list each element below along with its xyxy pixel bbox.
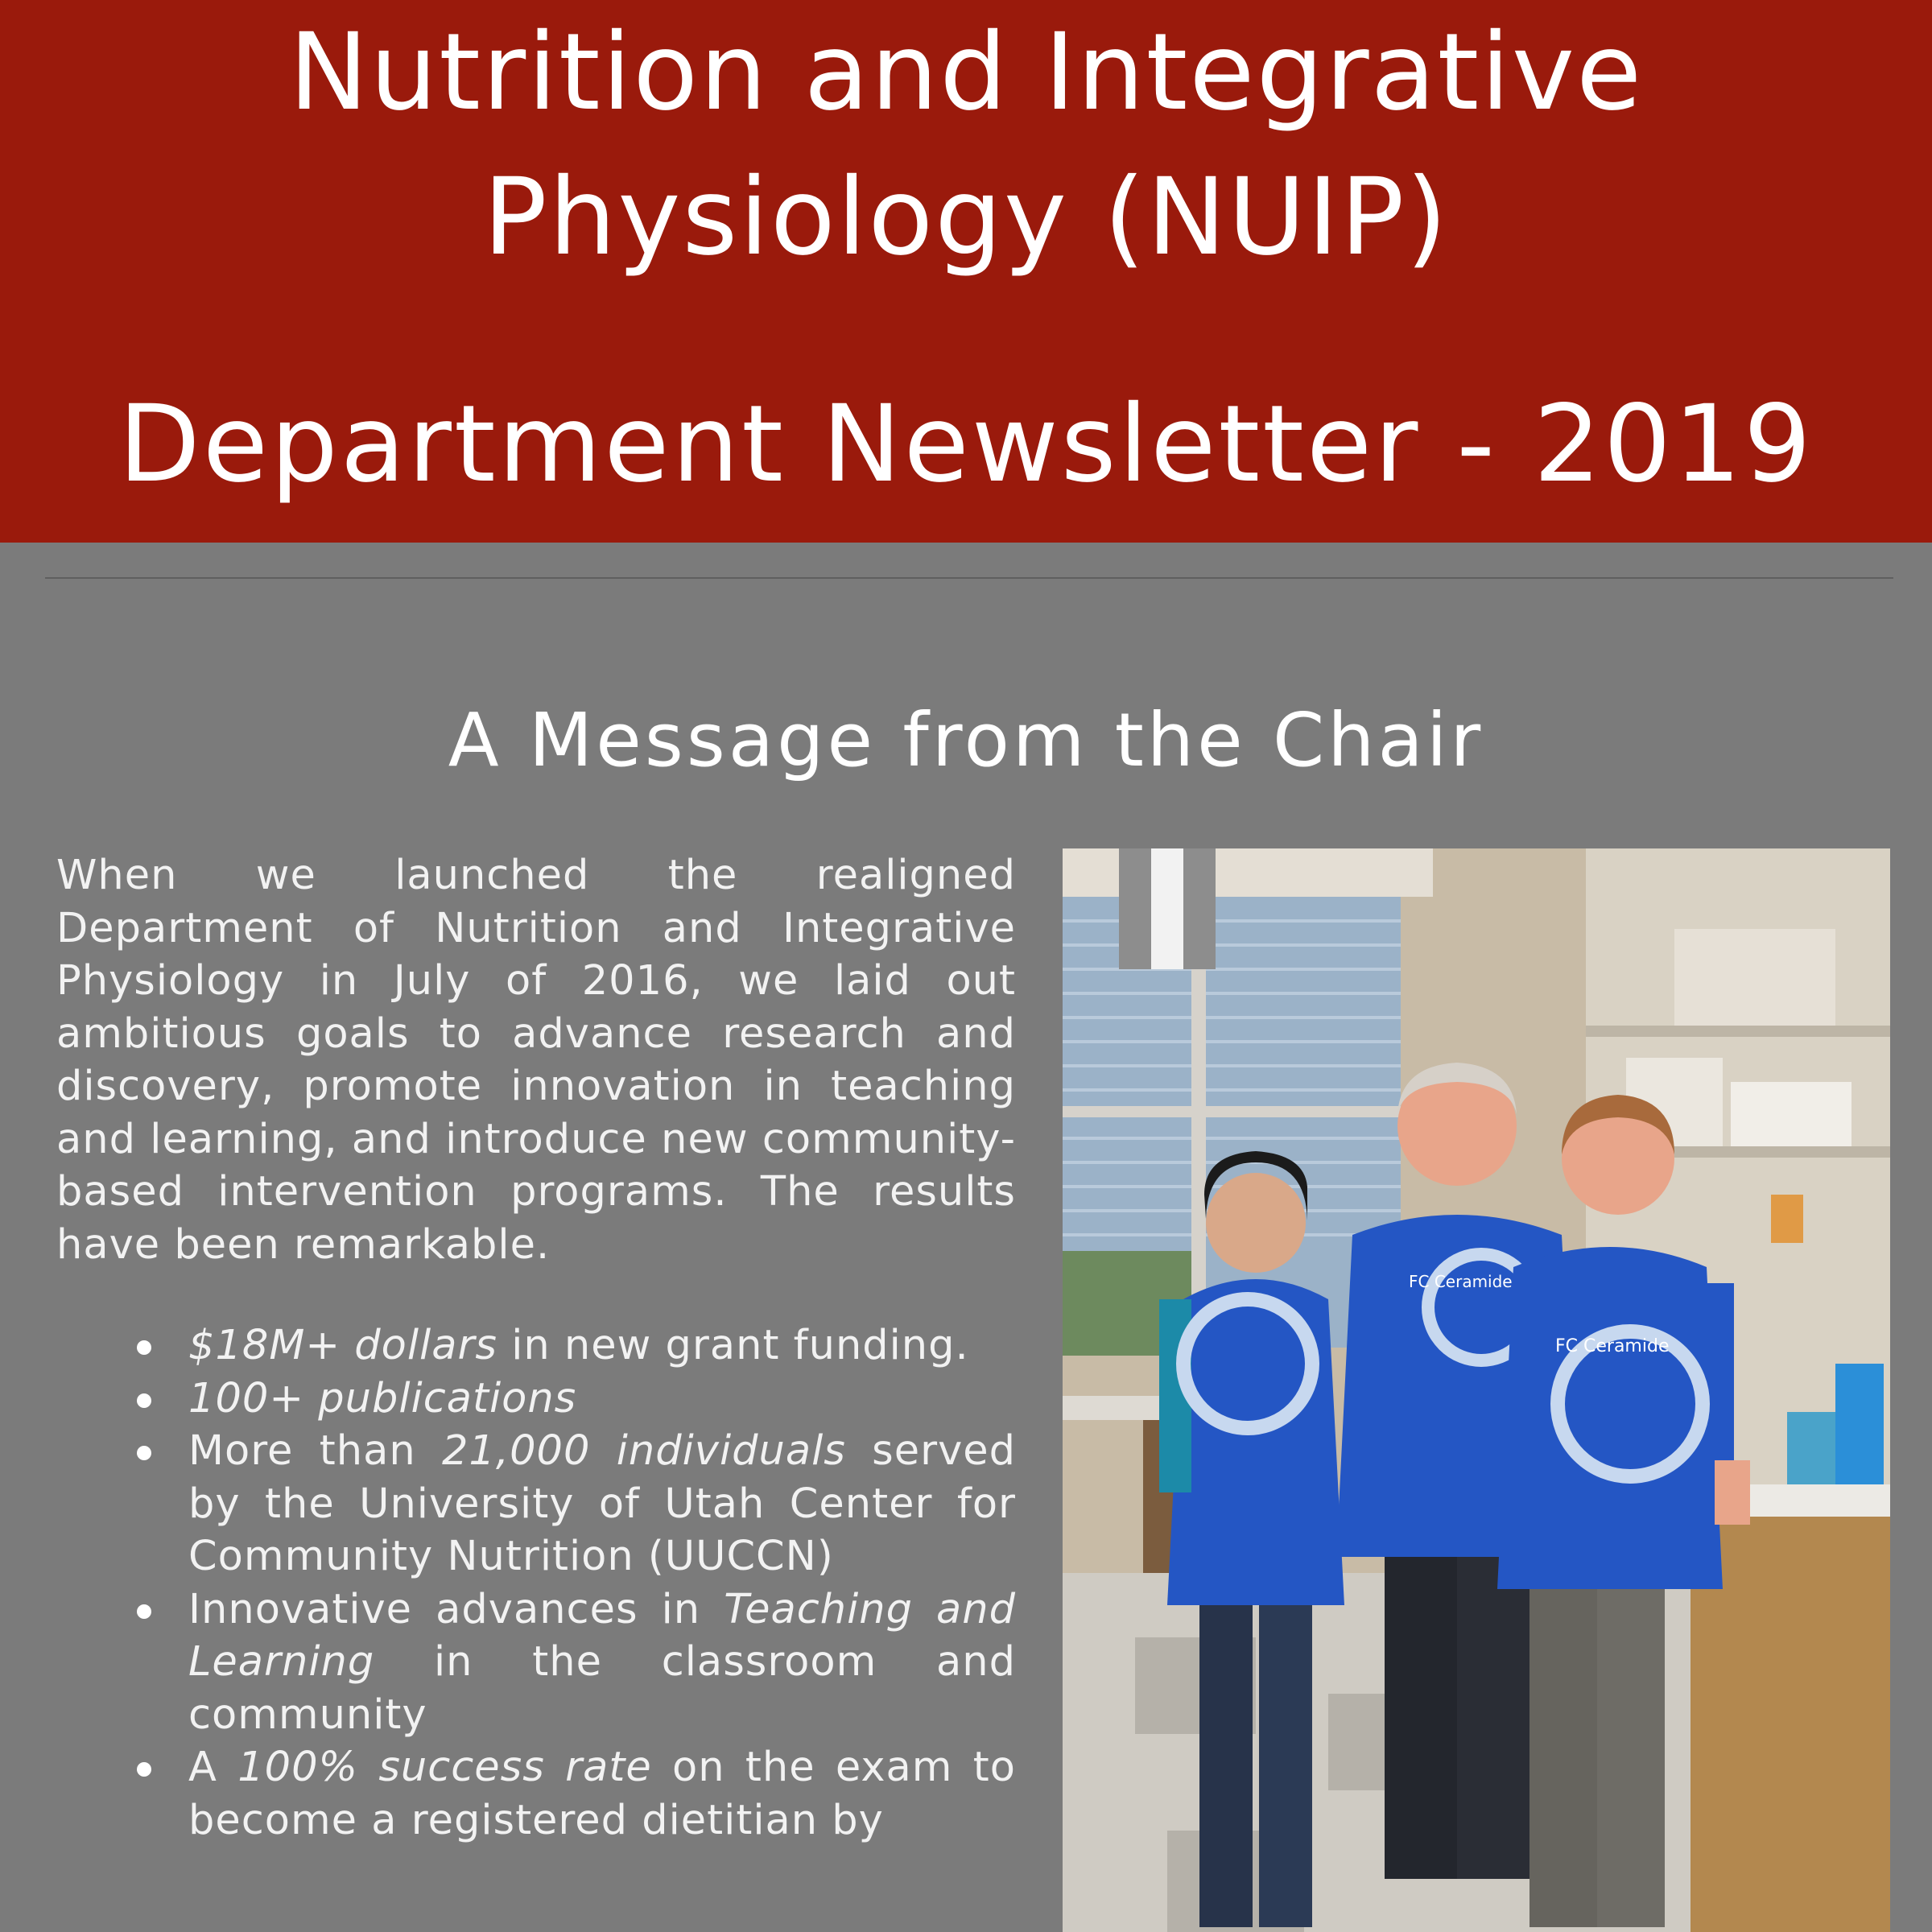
- shirt-logo-text: FC Ceramide: [1555, 1336, 1670, 1356]
- list-item: [56, 1741, 1016, 1847]
- bullet-text: More than: [188, 1427, 442, 1475]
- bullet-text: in new grant funding.: [497, 1322, 969, 1369]
- bullet-emphasis: $18M+ dollars: [188, 1322, 497, 1369]
- list-item: [56, 1373, 1016, 1426]
- section-title: A Message from the Chair: [448, 697, 1484, 783]
- list-item: [56, 1425, 1016, 1583]
- list-item: [56, 1319, 1016, 1373]
- banner-title-line-2: Physiology (NUIP): [483, 155, 1449, 279]
- bullet-text: served by the University of Utah Center for Community Nutrition (UUCCN): [188, 1427, 1016, 1580]
- bullet-text: A: [188, 1744, 238, 1791]
- achievements-list: [56, 1319, 1016, 1847]
- banner-title-line-1: Nutrition and Integrative: [288, 10, 1644, 134]
- bullet-text: Innovative advances in: [188, 1585, 724, 1633]
- section-divider: [45, 577, 1893, 579]
- bullet-emphasis: 21,000 individuals: [441, 1427, 846, 1475]
- bullet-emphasis: Teaching and Learning: [188, 1585, 1016, 1686]
- bullet-text: in the classroom and community: [188, 1638, 1016, 1739]
- newsletter-banner: [0, 0, 1932, 543]
- bullet-text: on the exam to become a registered dietitian by: [188, 1744, 1016, 1844]
- shirt-logo-text: FC Ceramide: [1409, 1272, 1513, 1291]
- intro-paragraph: When we launched the realigned Department of Nutrition and Integrative Physiology in July of 2016, we laid out ambitious goals to advance research and discovery, promote innovation in teaching and learning, and introduce new community-based intervention programs. The results have been remarkable.: [56, 852, 1016, 1269]
- lab-photo-illustration: [1063, 848, 1890, 1932]
- banner-title-line-3: Department Newsletter - 2019: [118, 382, 1814, 506]
- chair-message-column: [56, 849, 1016, 1847]
- bullet-emphasis: 100% success rate: [237, 1744, 652, 1791]
- list-item: [56, 1583, 1016, 1742]
- lab-team-photo: [1063, 848, 1890, 1932]
- bullet-emphasis: 100+ publications: [188, 1374, 577, 1422]
